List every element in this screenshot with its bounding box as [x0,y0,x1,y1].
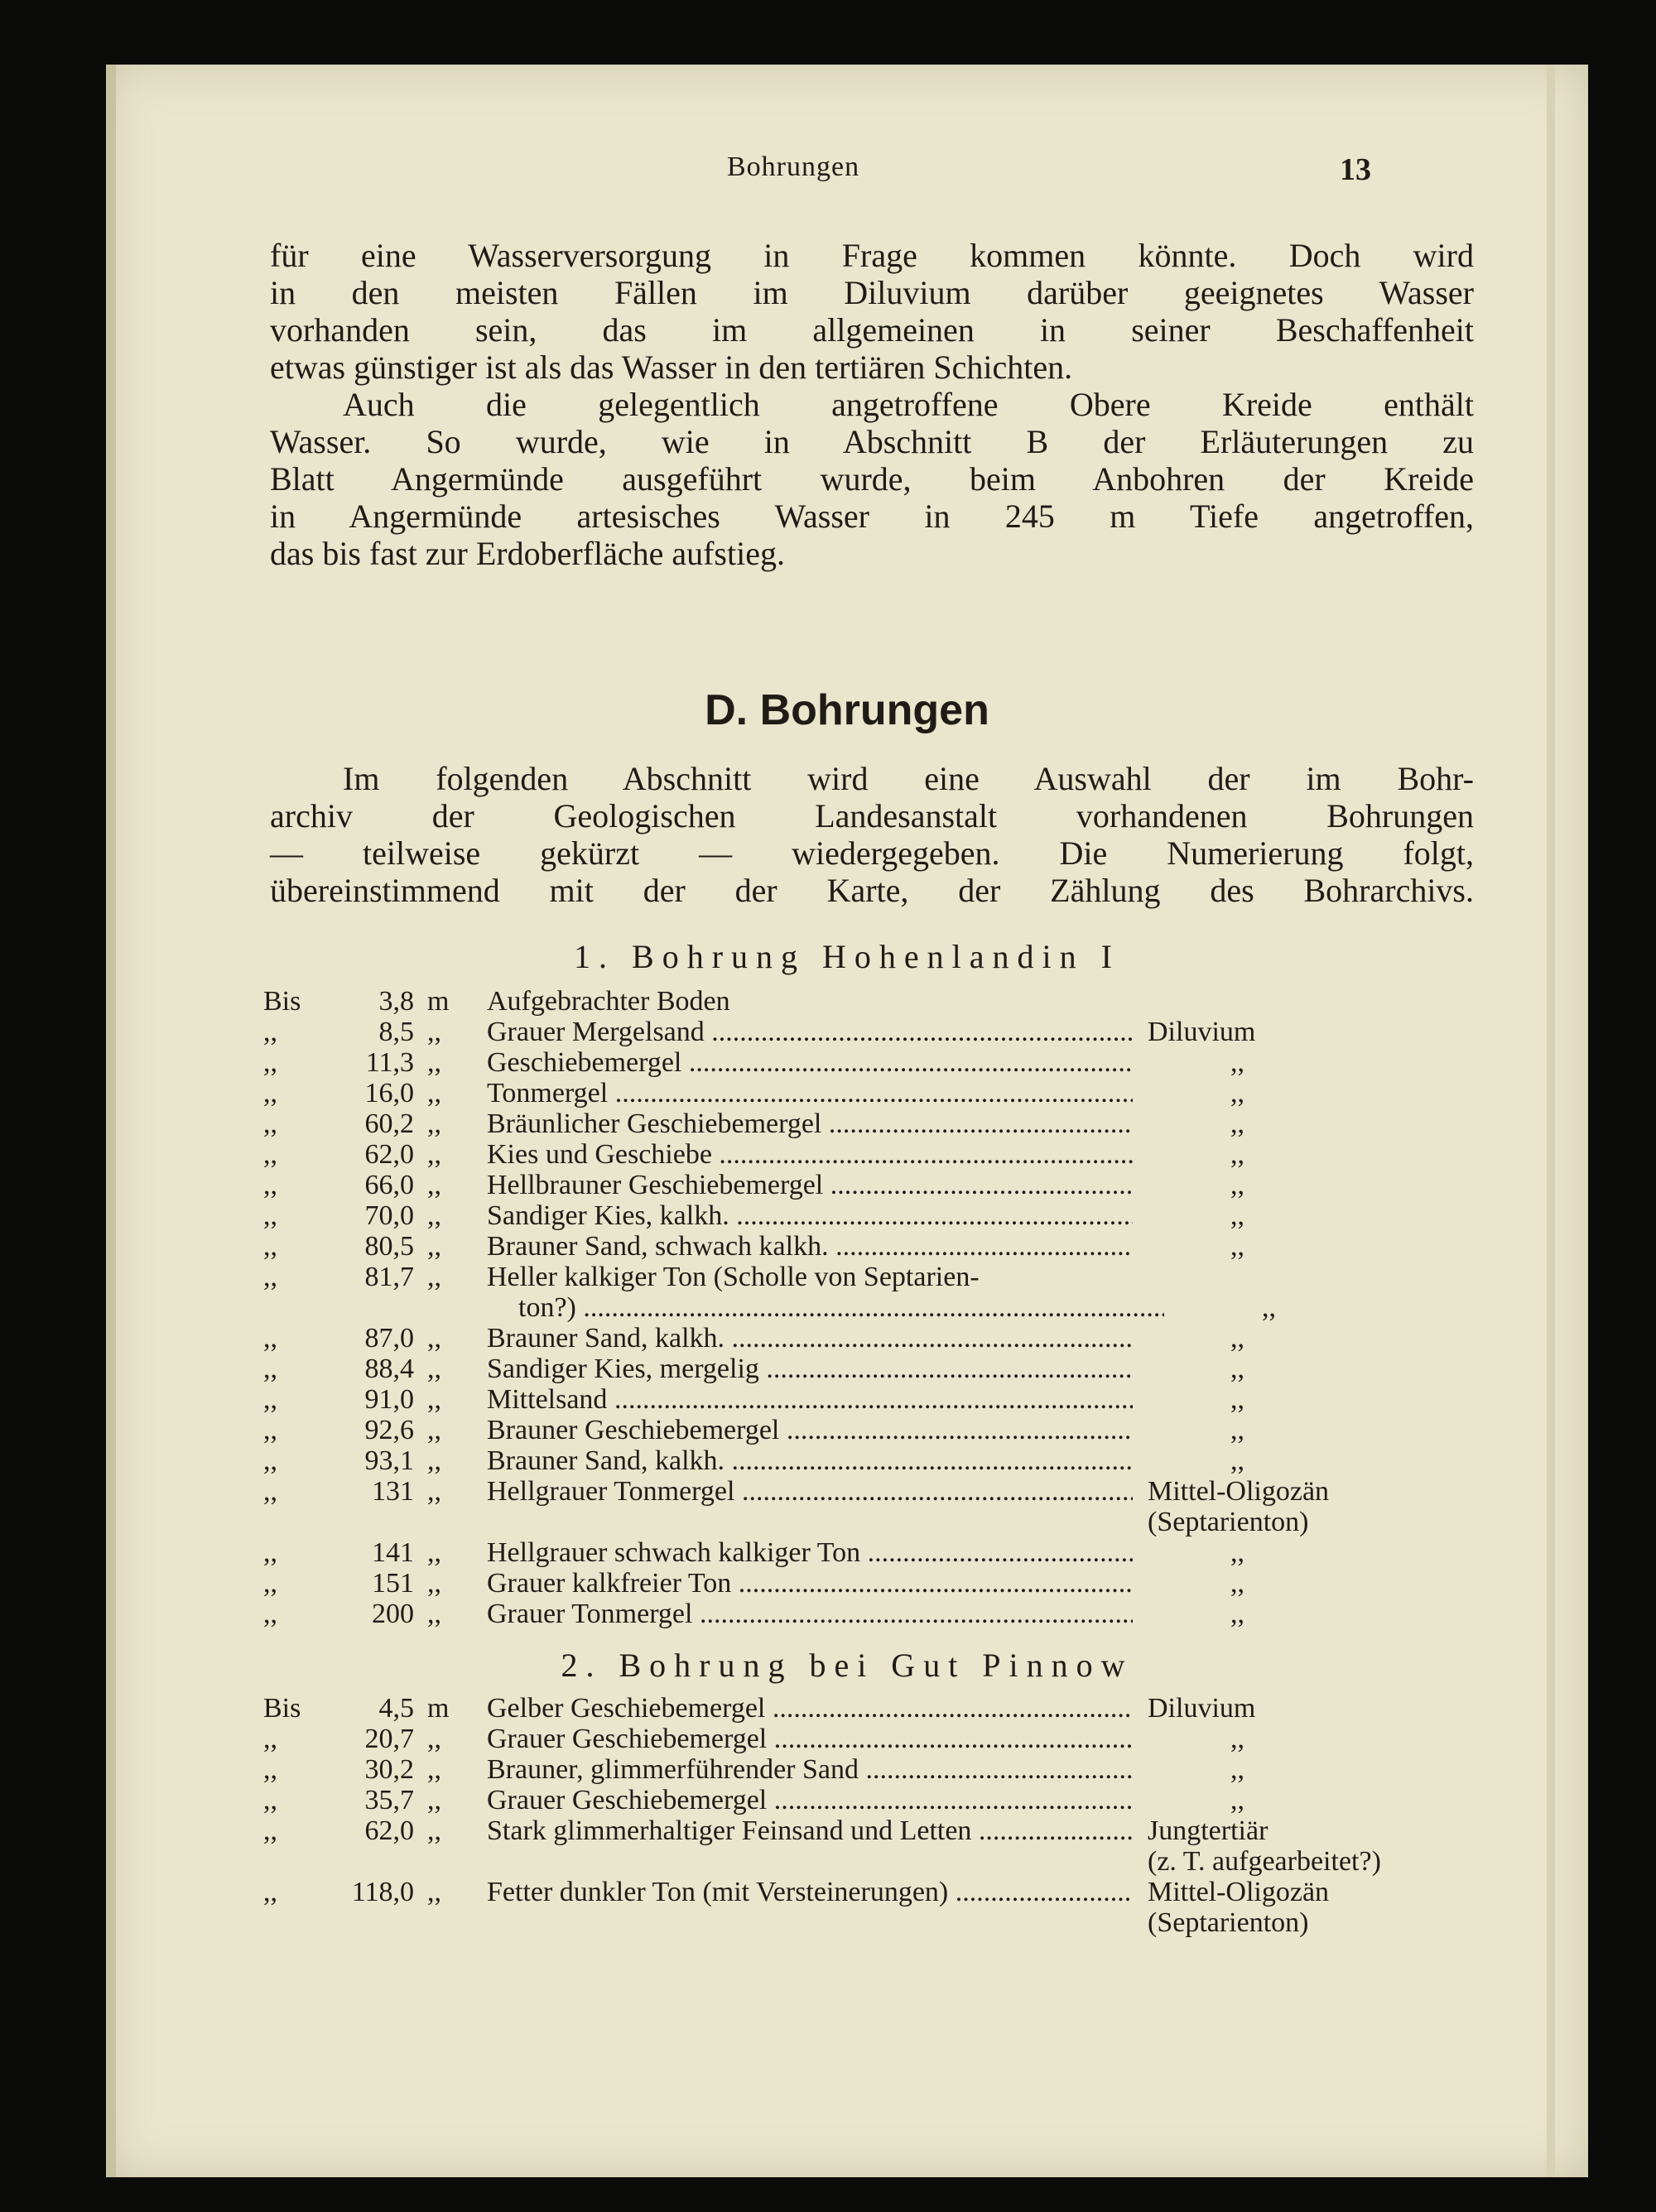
depth-unit: ,, [427,1139,441,1170]
table-row [263,1599,1472,1629]
depth-unit: m [427,986,450,1017]
depth-value [323,1907,414,1938]
layer-description: Gelber Geschiebemergel ..... [485,1693,1133,1724]
depth-unit: ,, [427,1476,441,1507]
depth-value: 81,7 [364,1262,414,1292]
layer-description [485,1907,1133,1938]
depth-value: 35,7 [364,1785,414,1815]
depth-prefix: ,, [263,1724,277,1754]
depth-prefix: ,, [263,1815,277,1846]
layer-description [485,1846,1133,1877]
depth-prefix [263,1292,323,1323]
layer-description: Grauer Geschiebemergel ..... [485,1724,1133,1754]
table-row [263,1078,1472,1108]
text-line: übereinstimmend mit der der Karte, der Zählung des Bohrarchivs. [270,872,1474,909]
depth-prefix: ,, [263,1568,277,1599]
stratigraphy: ,, [1230,1724,1244,1754]
depth-value: 11,3 [365,1047,414,1078]
stratigraphy: Mittel-Oligozän [1148,1877,1330,1907]
depth-value: 66,0 [364,1170,414,1200]
stratigraphy [1133,1262,1355,1292]
section-intro-text [270,760,1474,909]
depth-prefix: ,, [263,1476,277,1507]
table-row [263,1170,1472,1200]
layer-description: Aufgebrachter Boden [487,986,730,1017]
table-row [263,1047,1472,1078]
stratigraphy: ,, [1230,1599,1244,1629]
layer-description: Fetter dunkler Ton (mit Versteinerungen) ..... [485,1877,1133,1907]
depth-value: 62,0 [364,1815,414,1846]
depth-unit: ,, [427,1231,441,1262]
depth-unit: ,, [427,1785,441,1815]
depth-unit: ,, [427,1568,441,1599]
depth-value: 60,2 [364,1108,414,1139]
depth-unit [414,1907,485,1938]
depth-prefix: ,, [263,1445,277,1476]
stratigraphy: ,, [1230,1445,1244,1476]
depth-value [323,1846,414,1877]
table-row [263,1724,1472,1754]
layer-description: Hellgrauer schwach kalkiger Ton ..... [485,1537,1133,1568]
depth-unit: m [427,1693,450,1724]
depth-value: 151 [372,1568,414,1599]
layer-description: Hellbrauner Geschiebemergel ..... [485,1170,1133,1200]
depth-prefix: ,, [263,1384,277,1415]
boring-1-table [263,986,1472,1629]
layer-description: Heller kalkiger Ton (Scholle von Septarien- [487,1262,980,1292]
depth-value: 70,0 [364,1200,414,1231]
stratigraphy: ,, [1230,1785,1244,1815]
depth-prefix: ,, [263,1354,277,1384]
table-row [263,1262,1472,1292]
depth-prefix: ,, [263,1017,277,1047]
stratigraphy: Diluvium [1148,1693,1256,1724]
table-row [263,1384,1472,1415]
stratigraphy: (Septarienton) [1148,1507,1309,1537]
depth-prefix: ,, [263,1754,277,1785]
depth-unit: ,, [427,1354,441,1384]
text-line: Auch die gelegentlich angetroffene Obere Kreide enthält [343,386,1474,423]
stratigraphy: ,, [1230,1108,1244,1139]
depth-unit: ,, [427,1108,441,1139]
table-row [263,1108,1472,1139]
layer-description: Brauner Sand, schwach kalkh. ..... [485,1231,1133,1262]
boring-2-title: 2. Bohrung bei Gut Pinnow [561,1647,1134,1684]
depth-prefix: ,, [263,1108,277,1139]
depth-unit: ,, [427,1445,441,1476]
layer-description: Brauner Sand, kalkh. ..... [485,1323,1133,1354]
layer-description: Kies und Geschiebe ..... [485,1139,1133,1170]
stratigraphy: ,, [1230,1754,1244,1785]
layer-description: Brauner Sand, kalkh. ..... [485,1445,1133,1476]
table-row [263,1507,1472,1537]
stratigraphy: ,, [1230,1047,1244,1078]
table-row [263,1354,1472,1384]
depth-prefix [263,1507,323,1537]
depth-unit: ,, [427,1537,441,1568]
book-page [106,65,1588,2177]
page-number: 13 [1340,152,1371,187]
boring-1-title: 1. Bohrung Hohenlandin I [574,938,1120,975]
depth-unit: ,, [427,1754,441,1785]
depth-prefix: ,, [263,1170,277,1200]
table-row [263,1907,1472,1938]
stratigraphy: ,, [1230,1323,1244,1354]
layer-description: Brauner, glimmerführender Sand ..... [485,1754,1133,1785]
depth-value [323,1292,414,1323]
depth-prefix: ,, [263,1200,277,1231]
depth-unit [414,1292,485,1323]
text-line: das bis fast zur Erdoberfläche aufstieg. [270,535,785,572]
depth-prefix: ,, [263,1599,277,1629]
table-row [263,1877,1472,1907]
depth-value: 118,0 [351,1877,414,1907]
text-line: vorhanden sein, das im allgemeinen in seiner Beschaffenheit [270,311,1474,349]
table-row [263,1476,1472,1507]
boring-2-table [263,1693,1472,1938]
stratigraphy: Jungtertiär [1148,1815,1268,1846]
table-row [263,1754,1472,1785]
depth-prefix [263,1846,323,1877]
text-line: Im folgenden Abschnitt wird eine Auswahl der im Bohr- [343,760,1474,797]
layer-description: ton?) ..... [485,1292,1164,1323]
table-row [263,1017,1472,1047]
layer-description: Grauer Mergelsand ..... [485,1017,1133,1047]
depth-prefix: ,, [263,1078,277,1108]
table-row [263,1568,1472,1599]
stratigraphy: ,, [1230,1231,1244,1262]
depth-unit: ,, [427,1724,441,1754]
depth-value: 62,0 [364,1139,414,1170]
text-line: in den meisten Fällen im Diluvium darüber geeignetes Wasser [270,274,1474,311]
intro-text-block [270,237,1474,572]
table-row [263,1785,1472,1815]
stratigraphy [1133,986,1355,1017]
table-row [263,1415,1472,1445]
table-row [263,1537,1472,1568]
depth-unit: ,, [427,1599,441,1629]
stratigraphy: ,, [1230,1537,1244,1568]
depth-unit: ,, [427,1415,441,1445]
depth-value: 8,5 [378,1017,414,1047]
depth-value: 200 [372,1599,414,1629]
text-line: Wasser. So wurde, wie in Abschnitt B der Erläuterungen zu [270,423,1474,460]
layer-description: Bräunlicher Geschiebemergel ..... [485,1108,1133,1139]
depth-unit [414,1507,485,1537]
depth-value: 16,0 [364,1078,414,1108]
depth-value: 80,5 [364,1231,414,1262]
text-line: in Angermünde artesisches Wasser in 245 m Tiefe angetroffen, [270,498,1474,535]
text-line: etwas günstiger ist als das Wasser in den tertiären Schichten. [270,349,1073,386]
stratigraphy: ,, [1230,1200,1244,1231]
stratigraphy: ,, [1262,1292,1276,1323]
layer-description: Sandiger Kies, mergelig ..... [485,1354,1133,1384]
depth-value: 87,0 [364,1323,414,1354]
depth-unit: ,, [427,1384,441,1415]
depth-prefix: ,, [263,1415,277,1445]
stratigraphy: Mittel-Oligozän [1148,1476,1330,1507]
depth-value: 91,0 [364,1384,414,1415]
depth-unit: ,, [427,1200,441,1231]
depth-prefix [263,1907,323,1938]
stratigraphy: ,, [1230,1078,1244,1108]
stratigraphy: ,, [1230,1415,1244,1445]
depth-prefix: ,, [263,1877,277,1907]
stratigraphy: ,, [1230,1170,1244,1200]
layer-description: Sandiger Kies, kalkh. ..... [485,1200,1133,1231]
depth-value: 131 [372,1476,414,1507]
depth-prefix: Bis [263,986,301,1017]
depth-unit [414,1846,485,1877]
depth-prefix: ,, [263,1047,277,1078]
table-row [263,1200,1472,1231]
depth-value: 141 [372,1537,414,1568]
table-row [263,986,1472,1017]
depth-unit: ,, [427,1047,441,1078]
table-row [263,1815,1472,1846]
stratigraphy: Diluvium [1148,1017,1256,1047]
depth-unit: ,, [427,1262,441,1292]
running-head-title: Bohrungen [727,151,860,182]
depth-value: 93,1 [364,1445,414,1476]
depth-unit: ,, [427,1078,441,1108]
section-heading: D. Bohrungen [705,686,989,734]
depth-unit: ,, [427,1323,441,1354]
layer-description: Geschiebemergel ..... [485,1047,1133,1078]
depth-value [323,1507,414,1537]
depth-prefix: Bis [263,1693,301,1724]
depth-value: 3,8 [378,986,414,1017]
depth-prefix: ,, [263,1537,277,1568]
depth-unit: ,, [427,1815,441,1846]
table-row [263,1323,1472,1354]
layer-description: Tonmergel ..... [485,1078,1133,1108]
table-row [263,1846,1472,1877]
depth-value: 92,6 [364,1415,414,1445]
layer-description [485,1507,1133,1537]
stratigraphy: ,, [1230,1354,1244,1384]
depth-value: 30,2 [364,1754,414,1785]
depth-unit: ,, [427,1170,441,1200]
layer-description: Grauer Tonmergel ..... [485,1599,1133,1629]
depth-value: 20,7 [364,1724,414,1754]
table-row [263,1231,1472,1262]
table-row [263,1693,1472,1724]
stratigraphy: ,, [1230,1384,1244,1415]
text-line: archiv der Geologischen Landesanstalt vorhandenen Bohrungen [270,797,1474,834]
layer-description: Mittelsand ..... [485,1384,1133,1415]
depth-value: 4,5 [378,1693,414,1724]
text-line: Blatt Angermünde ausgeführt wurde, beim Anbohren der Kreide [270,460,1474,498]
depth-prefix: ,, [263,1262,277,1292]
depth-prefix: ,, [263,1139,277,1170]
layer-description: Grauer Geschiebemergel ..... [485,1785,1133,1815]
depth-prefix: ,, [263,1231,277,1262]
table-row [263,1139,1472,1170]
stratigraphy: ,, [1230,1568,1244,1599]
stratigraphy: ,, [1230,1139,1244,1170]
layer-description: Grauer kalkfreier Ton ..... [485,1568,1133,1599]
layer-description: Hellgrauer Tonmergel ..... [485,1476,1133,1507]
page-fold-edge [1547,65,1555,2177]
table-row [263,1445,1472,1476]
depth-prefix: ,, [263,1323,277,1354]
table-row [263,1292,1472,1323]
page-spine-edge [106,65,116,2177]
stratigraphy: (z. T. aufgearbeitet?) [1148,1846,1381,1877]
depth-value: 88,4 [364,1354,414,1384]
depth-prefix: ,, [263,1785,277,1815]
depth-unit: ,, [427,1877,441,1907]
depth-unit: ,, [427,1017,441,1047]
stratigraphy: (Septarienton) [1148,1907,1309,1938]
layer-description: Stark glimmerhaltiger Feinsand und Letten ..... [485,1815,1133,1846]
text-line: — teilweise gekürzt — wiedergegeben. Die Numerierung folgt, [270,834,1474,872]
layer-description: Brauner Geschiebemergel ..... [485,1415,1133,1445]
text-line: für eine Wasserversorgung in Frage kommen könnte. Doch wird [270,237,1474,274]
